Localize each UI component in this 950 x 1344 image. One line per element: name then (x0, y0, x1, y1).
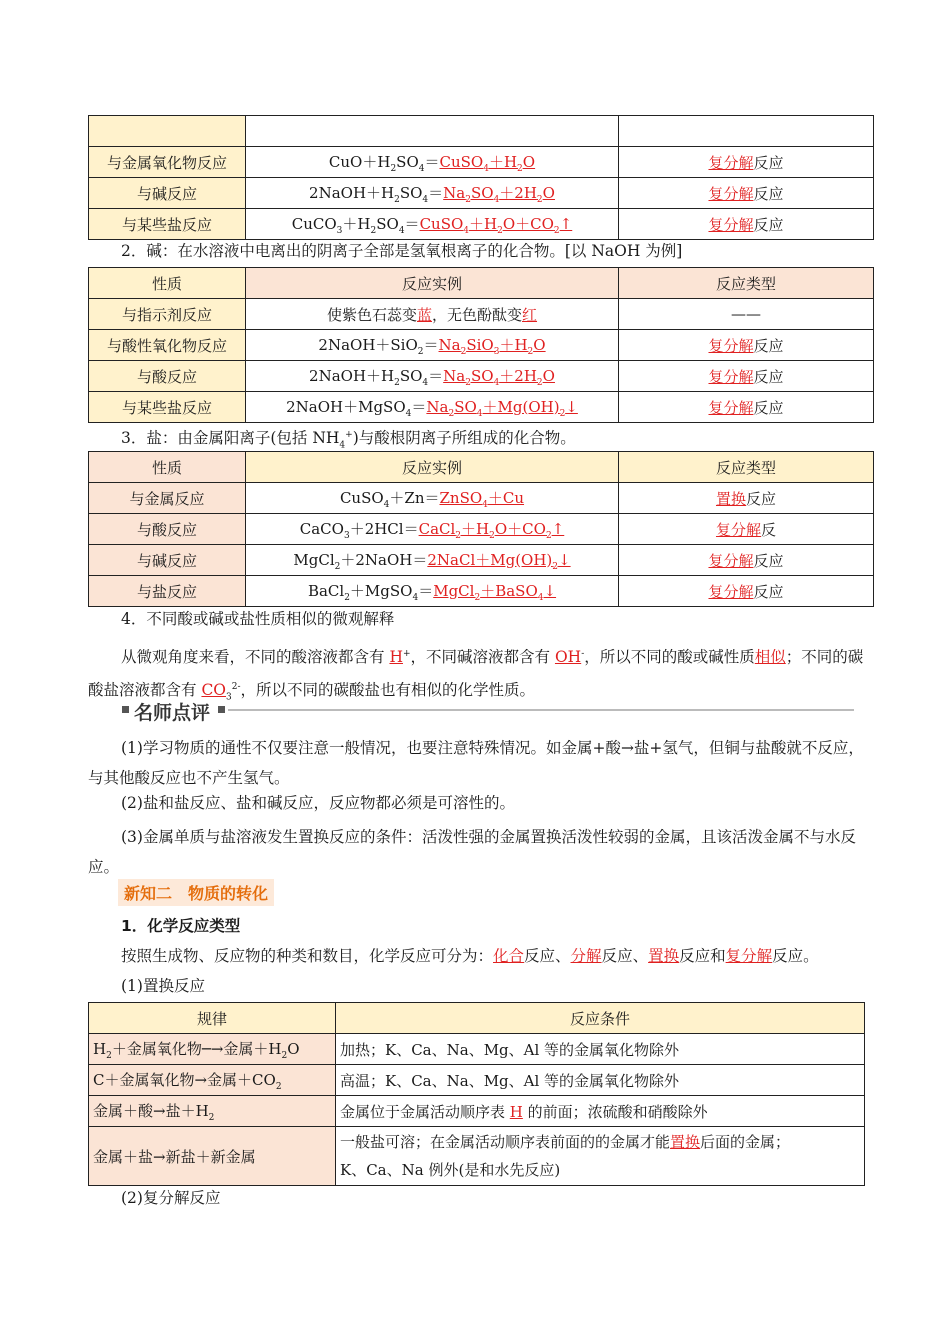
table-row (89, 361, 874, 392)
equation-cell: $CuO+H_2SO_4=CuSO_4+H_2O$ (246, 147, 619, 178)
equation-cell: $2NaOH+H_2SO_4=Na_2SO_4+2H_2O$ (246, 178, 619, 209)
header-cell: 反应实例 (246, 268, 619, 299)
property-cell: 与某些盐反应 (89, 392, 246, 423)
table-row (89, 545, 874, 576)
table-row (89, 576, 874, 607)
review-heading (118, 698, 854, 726)
type-cell: 复分解反应 (619, 576, 874, 607)
header-cell: 规律 (89, 1003, 336, 1034)
type-cell: 复分解反应 (619, 209, 874, 240)
rule-cell: C＋金属氧化物→金属$+CO_2$ (89, 1065, 336, 1096)
review-item: (2)盐和盐反应、盐和碱反应，反应物都必须是可溶性的。 (121, 794, 515, 812)
bullet-icon (122, 706, 129, 713)
answer: $CuSO_4+H_2O$ (439, 152, 536, 174)
equation-cell: $2NaOH+H_2SO_4=Na_2SO_4+2H_2O$ (246, 361, 619, 392)
section-title: 新知二 物质的转化 (118, 879, 274, 906)
replace-title: (1)置换反应 (121, 977, 205, 995)
property-cell: 与酸性氧化物反应 (89, 330, 246, 361)
equation-cell: $MgCl_2+2NaOH=2NaCl+Mg(OH)_2↓$ (246, 545, 619, 576)
salt-intro: 3．盐：由金属阳离子(包括 $NH_4^+$)与酸根阴离子所组成的化合物。 (121, 429, 576, 451)
divider (228, 709, 854, 711)
table-row (89, 116, 874, 147)
table-row (89, 1065, 865, 1096)
type-cell: 复分解反应 (619, 330, 874, 361)
answer: $Na_2SO_4+2H_2O$ (443, 183, 555, 205)
header-cell: 性质 (89, 268, 246, 299)
equation-cell: CuSO$_4$＋Zn＝ZnSO$_4$＋Cu (246, 483, 619, 514)
table-row (89, 392, 874, 423)
acid-properties-table (88, 115, 874, 240)
property-cell: 与碱反应 (89, 545, 246, 576)
table-row (89, 178, 874, 209)
rule-cell: 金属＋盐→新盐＋新金属 (89, 1127, 336, 1186)
header-cell: 反应类型 (619, 268, 874, 299)
type-cell: 复分解反应 (619, 361, 874, 392)
table-header-row (89, 452, 874, 483)
property-cell: 与盐反应 (89, 576, 246, 607)
table-row (89, 1096, 865, 1127)
subsection-title: 1．化学反应类型 (121, 917, 241, 935)
table-row (89, 299, 874, 330)
equation-cell: 使紫色石蕊变蓝，无色酚酞变红 (246, 299, 619, 330)
base-intro: 2．碱：在水溶液中电离出的阴离子全部是氢氧根离子的化合物。[以 NaOH 为例] (121, 242, 683, 260)
property-cell: 与某些盐反应 (89, 209, 246, 240)
property-cell: 与金属氧化物反应 (89, 147, 246, 178)
equation-cell: $2NaOH+SiO_2=Na_2SiO_3+H_2O$ (246, 330, 619, 361)
type-cell: 置换反应 (619, 483, 874, 514)
header-cell: 反应条件 (336, 1003, 865, 1034)
table-row (89, 209, 874, 240)
type-cell: 复分解反 (619, 514, 874, 545)
property-cell: 与酸反应 (89, 514, 246, 545)
equation-cell: $CaCO_3+2HCl=CaCl_2+H_2O+CO_2↑$ (246, 514, 619, 545)
type-cell: —— (619, 299, 874, 330)
condition-cell: 金属位于金属活动顺序表 H 的前面；浓硫酸和硝酸除外 (336, 1096, 865, 1127)
review-item: (1)学习物质的通性不仅要注意一般情况，也要注意特殊情况。如金属+酸→盐+氢气，但铜与盐酸就不反应，与其他酸反应也不产生氢气。 (88, 739, 864, 787)
property-cell: 与指示剂反应 (89, 299, 246, 330)
bullet-icon (218, 706, 225, 713)
table-cell (619, 116, 874, 147)
header-cell: 性质 (89, 452, 246, 483)
table-cell (89, 116, 246, 147)
table-row (89, 1034, 865, 1065)
type-cell: 复分解反应 (619, 545, 874, 576)
condition-cell: 一般盐可溶；在金属活动顺序表前面的的金属才能置换后面的金属； K、Ca、Na 例外(是和水先反应) (336, 1127, 865, 1186)
condition-cell: 高温；K、Ca、Na、Mg、Al 等的金属氧化物除外 (336, 1065, 865, 1096)
equation-cell: $2NaOH+MgSO_4=Na_2SO_4+Mg(OH)_2↓$ (246, 392, 619, 423)
type-cell: 复分解反应 (619, 147, 874, 178)
type-cell: 复分解反应 (619, 392, 874, 423)
header-cell: 反应实例 (246, 452, 619, 483)
replacement-table (88, 1002, 865, 1186)
type-cell: 复分解反应 (619, 178, 874, 209)
sec4-body: 从微观角度来看，不同的酸溶液都含有 H+，不同碱溶液都含有 OH-，所以不同的酸或碱性质相似；不同的碳酸盐溶液都含有 $CO_3^{2-}$，所以不同的碳酸盐也有相似的化学性质。 (88, 648, 864, 703)
table-row (89, 330, 874, 361)
sec4-title: 4．不同酸或碱或盐性质相似的微观解释 (121, 610, 395, 628)
classify-text: 按照生成物、反应物的种类和数目，化学反应可分为：化合反应、分解反应、置换反应和复分解反应。 (121, 947, 819, 965)
rule-cell: $H_2+$金属氧化物─→金属$+H_2O$ (89, 1034, 336, 1065)
table-cell (246, 116, 619, 147)
table-header-row (89, 1003, 865, 1034)
review-title: 名师点评 (134, 702, 211, 724)
equation-cell: BaCl$_2$＋MgSO$_4$＝MgCl$_2$＋BaSO$_4$↓ (246, 576, 619, 607)
answer: $CuSO_4+H_2O+CO_2↑$ (419, 214, 573, 236)
review-item: (3)金属单质与盐溶液发生置换反应的条件：活泼性强的金属置换活泼性较弱的金属，且该活泼金属不与水反应。 (88, 828, 856, 876)
table-row (89, 483, 874, 514)
table-row (89, 147, 874, 178)
double-title: (2)复分解反应 (121, 1189, 221, 1207)
equation-cell: $CuCO_3+H_2SO_4=CuSO_4+H_2O+CO_2↑$ (246, 209, 619, 240)
table-header-row (89, 268, 874, 299)
table-row (89, 514, 874, 545)
table-row (89, 1127, 865, 1186)
header-cell: 反应类型 (619, 452, 874, 483)
salt-properties-table (88, 451, 874, 607)
property-cell: 与金属反应 (89, 483, 246, 514)
property-cell: 与酸反应 (89, 361, 246, 392)
base-properties-table (88, 267, 874, 423)
rule-cell: 金属＋酸→盐$+H_2$ (89, 1096, 336, 1127)
condition-cell: 加热；K、Ca、Na、Mg、Al 等的金属氧化物除外 (336, 1034, 865, 1065)
property-cell: 与碱反应 (89, 178, 246, 209)
